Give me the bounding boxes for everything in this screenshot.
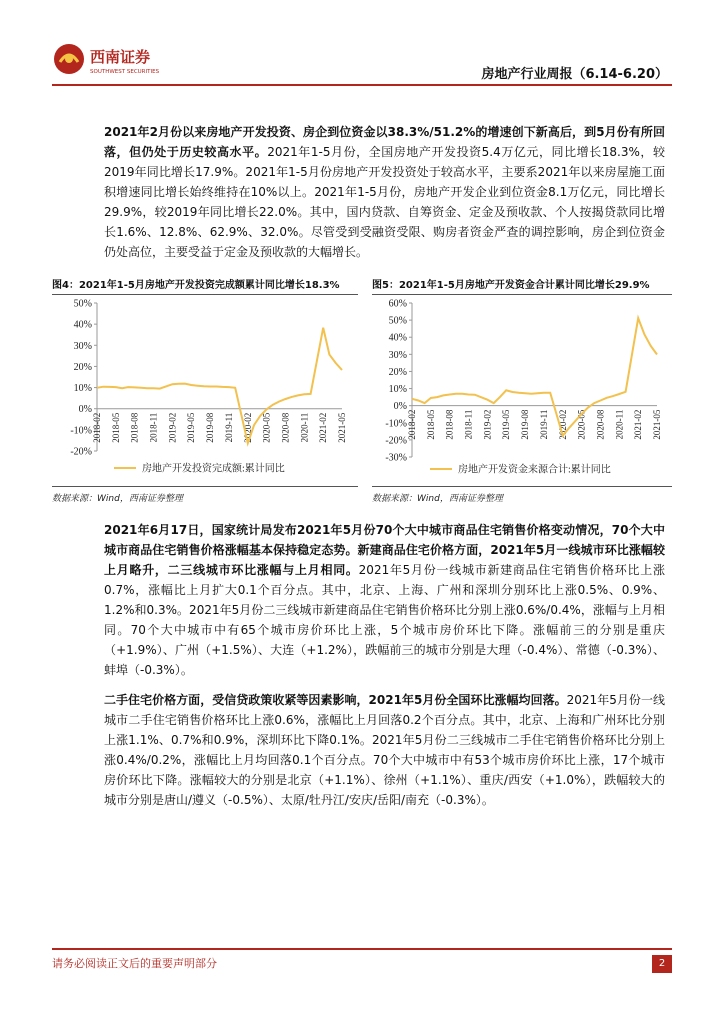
figure5-chart [372, 296, 672, 482]
x-tick-label: 2018-05 [110, 412, 121, 443]
y-tick-label: 50% [73, 298, 92, 310]
x-tick-label: 2018-08 [444, 409, 455, 440]
x-tick-label: 2020-05 [576, 409, 587, 440]
y-tick-label: 40% [388, 332, 407, 344]
x-tick-label: 2020-08 [595, 409, 606, 440]
y-tick-label: 10% [388, 384, 407, 396]
paragraph-investment [80, 122, 665, 262]
page-number: 2 [652, 955, 672, 973]
x-tick-label: 2021-05 [337, 412, 347, 443]
y-tick-label: -20% [70, 446, 92, 458]
paragraph-body: 2021年1-5月份，全国房地产开发投资5.4万亿元，同比增长18.3%，较2019年同比增长17.9%。2021年1-5月份房地产开发投资处于较高水平，主要系2021年以来房屋施工面积增速同比增长始终维持在10%以上。2021年1-5月份，房地产开发企业到位资金8.1万亿元，同比增长29.9%，较2019年同比增长22.0%。其中，国内贷款、自筹资金、定金及预收款、个人按揭贷款同比增长1.6%、12.8%、62.9%、32.0%。尽管受到受融资受限、购房者资金严查的调控影响，房企到位资金仍处高位，主要受益于定金及预收款的大幅增长。 [104, 145, 665, 259]
legend-label: 房地产开发资金来源合计:累计同比 [458, 464, 611, 476]
x-tick-label: 2019-08 [205, 412, 216, 443]
x-tick-label: 2018-05 [425, 409, 436, 440]
paragraph-lead: 二手住宅价格方面，受信贷政策收紧等因素影响，2021年5月份全国环比涨幅均回落。 [104, 693, 567, 707]
figure4-chart [52, 296, 358, 482]
paragraph-body: 2021年5月份一线城市二手住宅销售价格环比上涨0.6%，涨幅比上月回落0.2个百分点。其中，北京、上海和广州环比分别上涨1.1%、0.7%和0.9%，深圳环比下降0.1%。2021年5月份二三线城市二手住宅销售价格环比分别上涨0.4%/0.2%，涨幅比上月均回落0.1个百分点。70个大中城市中有53个城市房价环比上涨，17个城市房价环比下降。涨幅较大的分别是北京（+1.1%）、徐州（+1.1%）、重庆/西安（+1.0%），跌幅较大的城市分别是唐山/遵义（-0.5%）、太原/牡丹江/安庆/岳阳/南充（-0.3%）。 [104, 693, 665, 807]
figure4-source: 数据来源：Wind，西南证券整理 [52, 494, 183, 504]
x-tick-label: 2019-11 [223, 412, 234, 443]
figure4-bottom-rule [52, 486, 358, 487]
x-tick-label: 2020-05 [261, 412, 272, 443]
y-tick-label: 40% [73, 319, 92, 331]
x-tick-label: 2021-02 [633, 409, 644, 440]
x-tick-label: 2019-08 [520, 409, 531, 440]
x-tick-label: 2018-11 [463, 409, 474, 440]
x-tick-label: 2019-02 [167, 412, 178, 443]
paragraph-new-home-prices [80, 520, 665, 680]
x-tick-label: 2020-02 [242, 412, 253, 443]
y-tick-label: 0% [78, 404, 92, 416]
x-tick-label: 2020-11 [614, 409, 625, 440]
footer-disclaimer: 请务必阅读正文后的重要声明部分 [52, 957, 217, 970]
x-tick-label: 2019-05 [501, 409, 512, 440]
y-tick-label: -30% [385, 452, 407, 464]
y-tick-label: 30% [73, 340, 92, 352]
y-tick-label: 10% [73, 383, 92, 395]
x-tick-label: 2020-11 [299, 412, 310, 443]
logo-text: 西南证券 [90, 48, 151, 66]
figure4-top-rule [52, 294, 358, 295]
paragraph-body: 2021年5月份一线城市新建商品住宅销售价格环比上涨0.7%，涨幅比上月扩大0.1个百分点。其中，北京、上海、广州和深圳分别环比上涨0.5%、0.9%、1.2%和0.3%。2021年5月份二三线城市新建商品住宅销售价格环比分别上涨0.6%/0.4%，涨幅与上月相同。70个大中城市中有65个城市房价环比上涨，5个城市房价环比下降。涨幅前三的分别是重庆（+1.9%）、广州（+1.5%）、大连（+1.2%），跌幅前三的城市分别是大理（-0.4%）、常德（-0.3%）、蚌埠（-0.3%）。 [104, 563, 665, 677]
x-tick-label: 2018-02 [92, 412, 102, 443]
header-divider [52, 84, 672, 86]
x-tick-label: 2021-05 [652, 409, 662, 440]
paragraph-lead: 2021年6月17日，国家统计局发布2021年5月份70个大中城市商品住宅销售价格变动情况，70个大中城市商品住宅销售价格涨幅基本保持稳定态势。新建商品住宅价格方面，2021年5月一线城市环比涨幅较上月略升，二三线城市环比涨幅与上月相同。 [104, 523, 665, 577]
report-title: 房地产行业周报（6.14-6.20） [481, 67, 668, 82]
brand-logo [52, 42, 182, 78]
y-tick-label: 20% [73, 361, 92, 373]
paragraph-lead: 2021年2月份以来房地产开发投资、房企到位资金以38.3%/51.2%的增速创下新高后，到5月份有所回落，但仍处于历史较高水平。 [104, 125, 665, 159]
figure5-bottom-rule [372, 486, 672, 487]
legend-label: 房地产开发投资完成额:累计同比 [142, 463, 285, 475]
figure4-title: 图4：2021年1-5月房地产开发投资完成额累计同比增长18.3% [52, 280, 340, 291]
y-tick-label: 30% [388, 349, 407, 361]
y-tick-label: 20% [388, 366, 407, 378]
x-tick-label: 2020-08 [280, 412, 291, 443]
x-tick-label: 2019-02 [482, 409, 493, 440]
y-tick-label: 0% [393, 401, 407, 413]
paragraph-second-hand-prices [80, 690, 665, 810]
x-tick-label: 2018-08 [129, 412, 140, 443]
figure5-source: 数据来源：Wind，西南证券整理 [372, 494, 503, 504]
x-tick-label: 2019-05 [186, 412, 197, 443]
figure5-top-rule [372, 294, 672, 295]
x-tick-label: 2019-11 [538, 409, 549, 440]
x-tick-label: 2020-02 [557, 409, 568, 440]
y-tick-label: -10% [70, 425, 92, 437]
y-tick-label: -10% [385, 418, 407, 430]
y-tick-label: -20% [385, 435, 407, 447]
figure5-title: 图5：2021年1-5月房地产开发资金合计累计同比增长29.9% [372, 280, 650, 291]
x-tick-label: 2021-02 [318, 412, 329, 443]
logo-subtext: SOUTHWEST SECURITIES [90, 69, 160, 75]
x-tick-label: 2018-11 [148, 412, 159, 443]
x-tick-label: 2018-02 [407, 409, 417, 440]
footer-divider [52, 948, 672, 950]
y-tick-label: 60% [388, 298, 407, 310]
y-tick-label: 50% [388, 315, 407, 327]
